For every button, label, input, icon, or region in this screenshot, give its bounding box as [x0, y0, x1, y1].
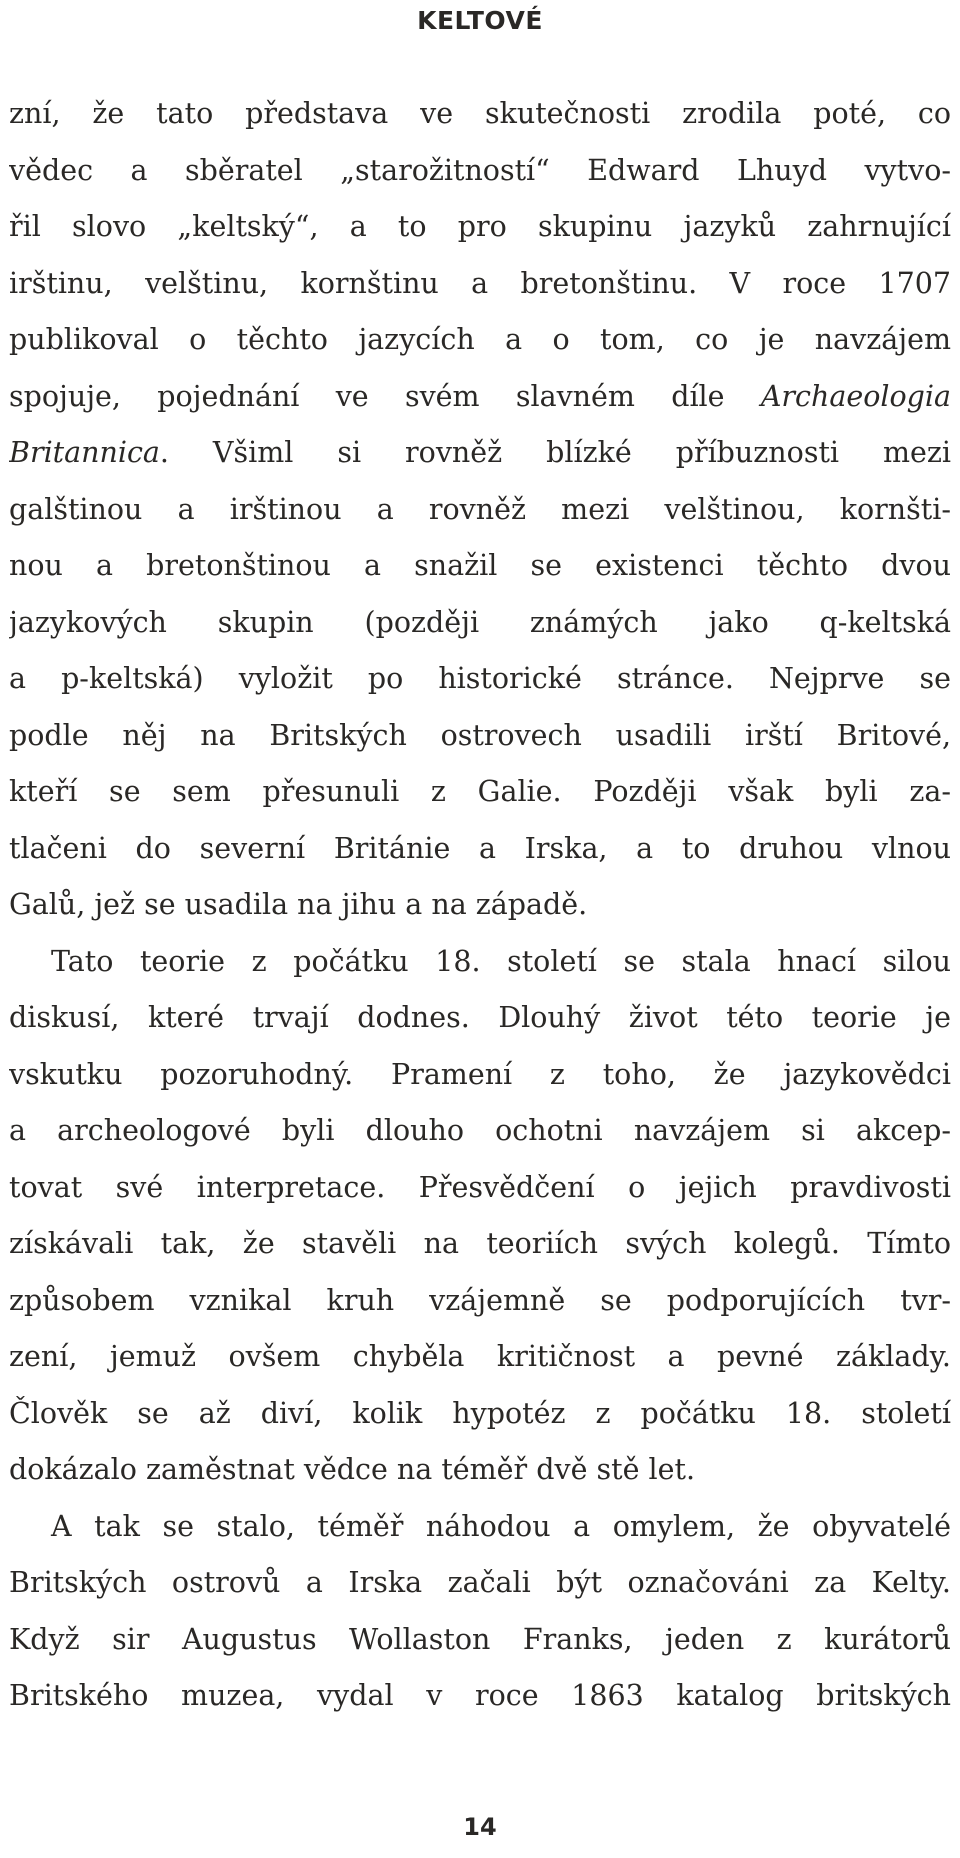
book-title-italic: Britannica	[9, 436, 160, 469]
text-line: tovat své interpretace. Přesvědčení o jejich pravdivosti	[9, 1170, 951, 1204]
text-line: vskutku pozoruhodný. Pramení z toho, že jazykovědci	[9, 1057, 951, 1091]
text-line: tlačeni do severní Británie a Irska, a to druhou vlnou	[9, 831, 951, 865]
book-title-italic: Archaeologia	[760, 379, 951, 413]
text-line: A tak se stalo, téměř náhodou a omylem, že obyvatelé	[51, 1509, 951, 1543]
text-line	[9, 369, 951, 426]
text-line: Galů, jež se usadila na jihu a na západě.	[9, 888, 588, 921]
page-number: 14	[463, 1813, 497, 1841]
text-line: zení, jemuž ovšem chyběla kritičnost a pevné základy.	[9, 1340, 951, 1373]
text-line: podle něj na Britských ostrovech usadili irští Britové,	[9, 718, 951, 752]
text-line: Britských ostrovů a Irska začali být označováni za Kelty.	[9, 1566, 951, 1599]
text-line: dokázalo zaměstnat vědce na téměř dvě stě let.	[9, 1453, 696, 1486]
text-line: Tato teorie z počátku 18. století se stala hnací silou	[51, 944, 951, 978]
text-line: jazykových skupin (později známých jako q-keltská	[9, 605, 951, 639]
text-line: galštinou a irštinou a rovněž mezi velštinou, kornšti-	[9, 492, 951, 526]
text-line: a p-keltská) vyložit po historické stránce. Nejprve se	[9, 662, 951, 695]
text-line: zní, že tato představa ve skutečnosti zrodila poté, co	[9, 97, 951, 130]
text-run: . Všiml si rovněž blízké příbuznosti mezi	[159, 436, 951, 469]
text-line: diskusí, které trvají dodnes. Dlouhý život této teorie je	[9, 1001, 951, 1034]
text-line: kteří se sem přesunuli z Galie. Později však byli za-	[9, 775, 951, 808]
text-line: Když sir Augustus Wollaston Franks, jeden z kurátorů	[9, 1622, 951, 1656]
body-text	[9, 86, 951, 1725]
text-line: irštinu, velštinu, kornštinu a bretonštinu. V roce 1707	[9, 266, 951, 300]
text-line	[9, 425, 951, 482]
text-line: řil slovo „keltský“, a to pro skupinu jazyků zahrnující	[9, 210, 951, 243]
text-line: Člověk se až diví, kolik hypotéz z počátku 18. století	[9, 1396, 951, 1430]
text-line: získávali tak, že stavěli na teoriích svých kolegů. Tímto	[9, 1227, 951, 1260]
text-run: spojuje, pojednání ve svém slavném díle	[9, 379, 761, 413]
running-head: KELTOVÉ	[417, 6, 543, 35]
text-line: způsobem vznikal kruh vzájemně se podporujících tvr-	[9, 1283, 951, 1317]
text-line: nou a bretonštinou a snažil se existenci těchto dvou	[9, 549, 951, 582]
text-line: publikoval o těchto jazycích a o tom, co je navzájem	[9, 323, 951, 356]
text-line: Britského muzea, vydal v roce 1863 katalog britských	[9, 1679, 951, 1712]
text-line: a archeologové byli dlouho ochotni navzájem si akcep-	[9, 1114, 951, 1147]
text-line: vědec a sběratel „starožitností“ Edward Lhuyd vytvo-	[9, 153, 951, 187]
